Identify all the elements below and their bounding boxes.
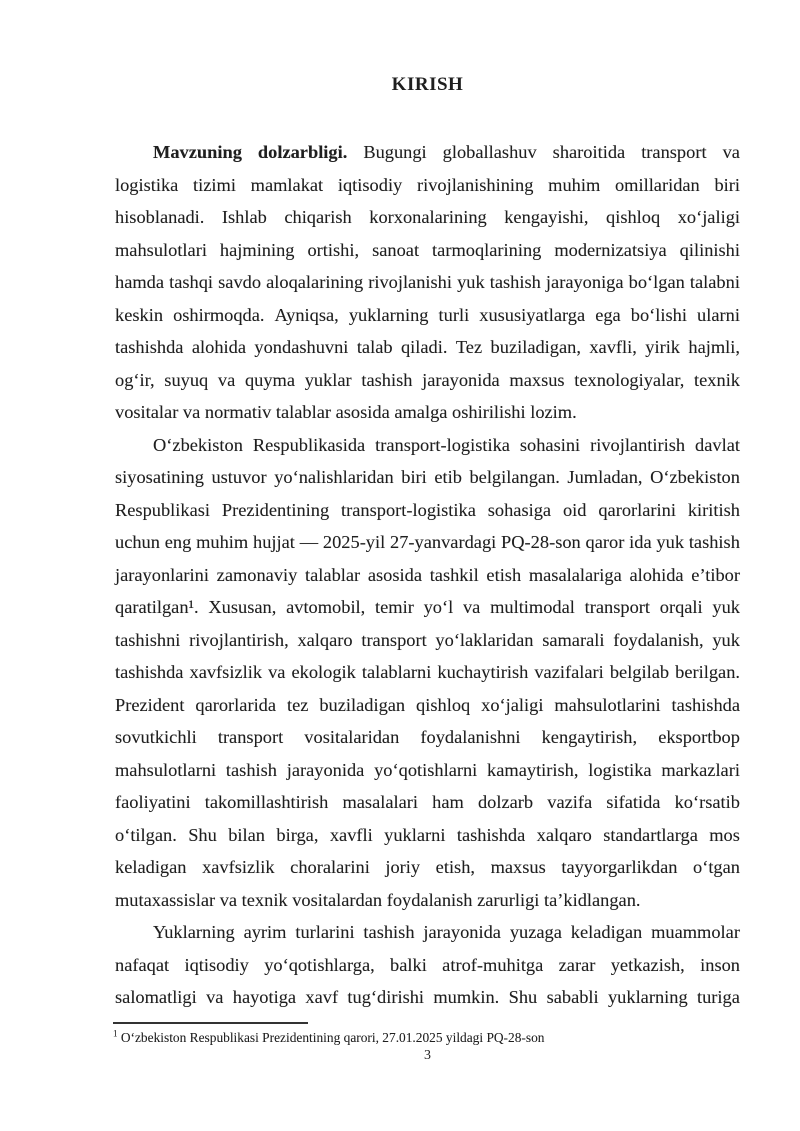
word: tashish <box>688 532 740 552</box>
word: tashish <box>489 272 541 292</box>
word: atrof-muhitga <box>442 954 544 975</box>
document-body <box>115 136 740 1014</box>
text-line: vositalar va normativ talablar asosida amalga oshirilishi lozim. <box>115 402 577 422</box>
word: xavfsizlik <box>189 662 263 682</box>
text-line <box>115 819 740 852</box>
word: chiqarish <box>284 207 352 227</box>
word: ortishi, <box>307 239 360 260</box>
word: Shu <box>508 987 538 1007</box>
word: Respublikasi <box>115 499 211 520</box>
word: keskin <box>115 304 164 325</box>
word: Shu <box>188 824 217 845</box>
word: ayrim <box>243 922 287 942</box>
word: standartlarga <box>603 824 698 845</box>
word: jarayonlarini <box>115 564 209 585</box>
text-line <box>115 169 740 202</box>
text-line <box>115 429 740 462</box>
word: qaratilgan¹. <box>115 597 199 617</box>
word: faoliyatini <box>115 792 191 812</box>
text-line <box>115 656 740 689</box>
word: bilan <box>228 824 265 845</box>
text-line <box>115 331 740 364</box>
word: muammolar <box>651 922 740 942</box>
word: hujjat <box>253 532 295 552</box>
text-line <box>115 916 740 949</box>
word: transport <box>641 142 707 162</box>
word: tayyorgarlikdan <box>561 857 678 877</box>
word: yo‘l <box>423 597 454 617</box>
word: rivojlantirish <box>590 434 686 455</box>
word: Prezidentining <box>221 499 330 520</box>
word: transport <box>217 727 284 747</box>
word: sovutkichli <box>115 727 197 747</box>
word: o‘tgan <box>693 857 740 877</box>
word: tashish <box>361 369 413 390</box>
word: tashishda <box>115 337 184 357</box>
text-line <box>115 526 740 559</box>
word: keladigan <box>115 857 187 877</box>
word: va <box>268 662 286 682</box>
text-line <box>115 721 740 754</box>
word: turiga <box>697 987 740 1007</box>
word: tashkil <box>429 564 479 585</box>
word: tashish <box>363 922 415 942</box>
word: rivojlanishining <box>416 174 534 195</box>
word: maxsus <box>490 857 546 877</box>
word: yuklarning <box>607 987 688 1007</box>
word: mahsulotlarni <box>115 759 217 780</box>
word: xavfsizlik <box>202 857 275 877</box>
word: rivojlanishi <box>368 272 452 292</box>
word: yuklarni <box>384 824 446 845</box>
word: tarmoqlarining <box>432 239 542 260</box>
word: bo‘lgan <box>628 272 685 292</box>
text-line <box>115 786 740 819</box>
word: asosida <box>367 564 422 585</box>
word: jarayonida <box>286 759 365 780</box>
word: eksportbop <box>658 727 740 747</box>
page-number: 3 <box>424 1048 431 1063</box>
word: kiritish <box>687 499 740 520</box>
word: iqtisodiy <box>184 954 249 975</box>
word: ko‘rsatib <box>674 792 740 812</box>
word: vazifa <box>547 792 593 812</box>
word: etish, <box>435 857 476 877</box>
word: foydalanishni <box>420 727 521 747</box>
word: talabni <box>689 272 740 292</box>
word: sababli <box>546 987 599 1007</box>
word: ega <box>595 304 621 325</box>
word: berilgan. <box>675 662 740 682</box>
word: talablar <box>305 564 361 585</box>
word: samarali <box>542 629 605 650</box>
word: kamaytirish, <box>487 759 579 780</box>
word: xavf <box>305 987 339 1007</box>
word: texnik <box>694 369 740 390</box>
footnote <box>113 1029 733 1046</box>
word: turlarini <box>295 922 355 942</box>
word: ida <box>629 532 652 552</box>
word: maxsus <box>509 369 565 390</box>
word: zamonaviy <box>216 564 298 585</box>
word: yuk <box>712 597 740 617</box>
word: biri <box>714 174 740 195</box>
word: hamda <box>115 272 165 292</box>
text-line <box>115 689 740 722</box>
word: bo‘lishi <box>630 304 687 325</box>
word: hajmli, <box>688 337 740 357</box>
word: globallashuv <box>442 142 537 162</box>
word: yuklarning <box>348 304 429 325</box>
word: vositalaridan <box>304 727 400 747</box>
word: nafaqat <box>115 954 170 975</box>
word: qarorlarini <box>598 499 676 520</box>
text-line <box>115 624 740 657</box>
word: og‘ir, <box>115 369 155 390</box>
word: Xususan, <box>208 597 277 617</box>
word: turli <box>438 304 470 325</box>
word: jarayoniga <box>545 272 624 292</box>
word: orqali <box>659 597 703 617</box>
word: mos <box>709 824 740 845</box>
word: tashish <box>225 759 277 780</box>
footnote-text: O‘zbekiston Respublikasi Prezidentining qarori, 27.01.2025 yildagi PQ-28-son <box>120 1030 545 1045</box>
word: oid <box>562 499 587 520</box>
word: logistika <box>115 174 179 195</box>
text-line <box>115 266 740 299</box>
word: keladigan <box>570 922 643 942</box>
word: tizimi <box>193 174 236 195</box>
text-line <box>115 851 740 884</box>
word: birga, <box>276 824 319 845</box>
word: hajmining <box>219 239 295 260</box>
word: o‘tilgan. <box>115 824 177 845</box>
word: foydalanish, <box>613 629 704 650</box>
word: O‘zbekiston <box>153 434 243 455</box>
word: kengaytirish, <box>541 727 638 747</box>
word: buziladigan, <box>490 337 581 357</box>
word: muhim <box>548 174 601 195</box>
word: e’tibor <box>691 564 740 585</box>
word: yuzaga <box>509 922 562 942</box>
word: tez <box>286 694 309 715</box>
word: yo‘nalishlaridan <box>274 467 394 487</box>
word: avtomobil, <box>286 597 366 617</box>
word: qaror <box>585 532 625 552</box>
word: vazifalari <box>534 662 604 682</box>
word: qishloq <box>416 694 471 715</box>
word: choralarini <box>290 857 370 877</box>
word: xo‘jaligi <box>481 694 544 715</box>
word: aloqalarining <box>266 272 364 292</box>
word: suyuq <box>164 369 209 390</box>
word: xalqaro <box>297 629 353 650</box>
word: buziladigan <box>319 694 406 715</box>
word: iqtisodiy <box>337 174 403 195</box>
word: ham <box>432 792 464 812</box>
word: xo‘jaligi <box>677 207 740 227</box>
text-line <box>115 364 740 397</box>
word: yuk <box>712 629 740 650</box>
word: sifatida <box>606 792 661 812</box>
word: zarar <box>558 954 596 975</box>
word: yuk <box>457 272 485 292</box>
word: yo‘qotishlarni <box>374 759 478 780</box>
word: multimodal <box>490 597 575 617</box>
page-title: KIRISH <box>391 74 464 95</box>
word: masalalariga <box>528 564 622 585</box>
word: qilinishi <box>679 239 740 260</box>
word: mumkin. <box>433 987 500 1007</box>
word: ularni <box>697 304 740 325</box>
word: etib <box>434 467 462 487</box>
word: talab <box>356 337 393 357</box>
word: alohida <box>191 337 246 357</box>
word: omillaridan <box>614 174 700 195</box>
word: transport <box>361 629 427 650</box>
word: hayotiga <box>232 987 297 1007</box>
word: yetkazish, <box>610 954 685 975</box>
word: Respublikasida <box>252 434 366 455</box>
word: va <box>462 597 481 617</box>
word: savdo <box>218 272 262 292</box>
word: muhim <box>196 532 249 552</box>
word: inson <box>700 954 740 975</box>
word: xavfli <box>329 824 373 845</box>
word: va <box>722 142 740 162</box>
word: rivojlantirish, <box>189 629 289 650</box>
text-line: mutaxassislar va texnik vositalardan foydalanish zarurligi ta’kidlangan. <box>115 889 641 910</box>
word: temir <box>375 597 414 617</box>
word: PQ-28-son <box>501 532 581 552</box>
word: va <box>217 369 236 390</box>
word: transport-logistika <box>341 499 476 520</box>
text-line <box>115 461 740 494</box>
word: oshirmoqda. <box>173 304 265 325</box>
word: biri <box>401 467 427 487</box>
word: transport-logistika <box>375 434 510 455</box>
word: dolzarbligi. <box>257 142 348 162</box>
word: xalqaro <box>536 824 592 845</box>
word: yo‘laklaridan <box>435 629 534 650</box>
word: belgilangan. <box>469 467 560 487</box>
word: 2025-yil <box>322 532 386 552</box>
word: Mavzuning <box>153 142 242 162</box>
text-line <box>115 559 740 592</box>
word: tashishda <box>456 824 526 845</box>
word: Ishlab <box>221 207 267 227</box>
text-line <box>115 136 740 169</box>
word: sohasini <box>519 434 581 455</box>
word: mamlakat <box>250 174 324 195</box>
word: jarayonida <box>422 369 500 390</box>
word: Yuklarning <box>153 922 235 942</box>
word: balki <box>390 954 427 975</box>
text-line <box>115 299 740 332</box>
word: uchun <box>115 532 160 552</box>
word: jarayonida <box>423 922 501 942</box>
text-line <box>115 591 740 624</box>
word: logistika <box>588 759 652 780</box>
word: modernizatsiya <box>554 239 667 260</box>
word: Tez <box>455 337 483 357</box>
word: kuchaytirish <box>437 662 529 682</box>
word: Ayniqsa, <box>274 304 339 325</box>
word: xususiyatlarga <box>479 304 586 325</box>
word: yo‘qotishlarga, <box>264 954 375 975</box>
text-line <box>115 201 740 234</box>
word: yondashuvni <box>254 337 349 357</box>
footnote-separator-rule <box>113 1022 308 1024</box>
footnote-marker: 1 <box>113 1028 118 1039</box>
word: davlat <box>695 434 740 455</box>
word: Jumladan, <box>567 467 643 487</box>
word: kengayishi, <box>504 207 589 227</box>
word: Prezident <box>115 694 185 715</box>
word: tug‘dirishi <box>347 987 425 1007</box>
word: sohasiga <box>487 499 552 520</box>
word: takomillashtirish <box>204 792 329 812</box>
word: korxonalarining <box>369 207 487 227</box>
word: tashishda <box>671 694 740 715</box>
word: mahsulotlari <box>115 239 207 260</box>
word: ekologik <box>291 662 356 682</box>
word: yuklar <box>304 369 352 390</box>
word: siyosatining <box>115 467 204 487</box>
word: transport <box>584 597 650 617</box>
word: xavfli, <box>589 337 637 357</box>
text-line <box>115 234 740 267</box>
word: tashishda <box>115 662 184 682</box>
word: tashqi <box>169 272 214 292</box>
word: qarorlarida <box>195 694 277 715</box>
word: sanoat <box>372 239 420 260</box>
word: salomatligi <box>115 987 197 1007</box>
word: va <box>206 987 224 1007</box>
word: — <box>299 532 319 552</box>
word: talablarni <box>361 662 432 682</box>
word: texnologiyalar, <box>574 369 685 390</box>
word: ustuvor <box>211 467 267 487</box>
word: joriy <box>385 857 421 877</box>
word: 27-yanvardagi <box>390 532 497 552</box>
word: mahsulotlarini <box>554 694 661 715</box>
text-line <box>115 754 740 787</box>
word: eng <box>164 532 192 552</box>
word: yuk <box>656 532 685 552</box>
word: sharoitida <box>552 142 626 162</box>
word: etish <box>486 564 522 585</box>
word: belgilab <box>609 662 670 682</box>
word: quyma <box>244 369 296 390</box>
word: qiladi. <box>400 337 448 357</box>
word: tashishni <box>115 629 181 650</box>
text-line <box>115 494 740 527</box>
text-line <box>115 949 740 982</box>
text-line <box>115 981 740 1014</box>
word: dolzarb <box>477 792 534 812</box>
word: O‘zbekiston <box>650 467 740 487</box>
word: alohida <box>629 564 684 585</box>
word: masalalari <box>342 792 419 812</box>
word: qishloq <box>606 207 661 227</box>
word: yirik <box>645 337 680 357</box>
word: Bugungi <box>363 142 427 162</box>
word: hisoblanadi. <box>115 207 205 227</box>
word: markazlari <box>661 759 740 780</box>
